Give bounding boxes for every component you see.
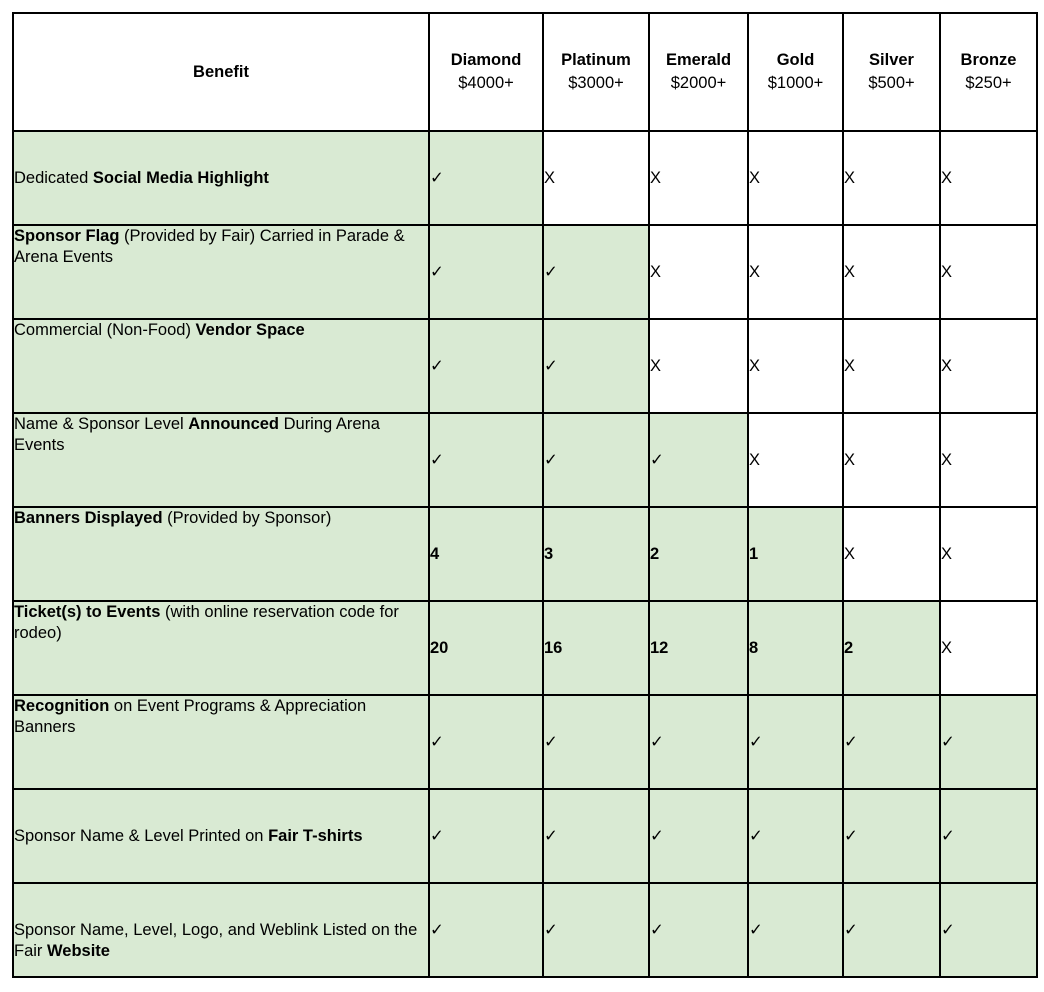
header-benefit-label: Benefit <box>193 62 249 81</box>
benefit-text: Banners Displayed <box>14 509 163 527</box>
checkmark-icon: ✓ <box>544 450 558 469</box>
checkmark-icon: ✓ <box>430 920 444 939</box>
benefit-row <box>13 883 1037 977</box>
level-value-cell <box>429 131 543 225</box>
level-value-cell <box>649 413 748 507</box>
level-value-cell <box>429 789 543 883</box>
level-amount: $1000+ <box>767 74 824 92</box>
benefit-quantity: 3 <box>544 544 554 563</box>
benefit-text: Sponsor Name & Level Printed on <box>14 826 269 845</box>
benefit-text: Vendor Space <box>195 321 305 339</box>
benefit-row <box>13 413 1037 507</box>
level-value-cell <box>940 507 1037 601</box>
benefit-text: Recognition <box>14 697 110 715</box>
checkmark-icon: ✓ <box>430 732 444 751</box>
checkmark-icon: ✓ <box>941 732 955 751</box>
checkmark-icon: ✓ <box>650 920 664 939</box>
level-name: Silver <box>869 51 914 69</box>
cross-mark: X <box>650 168 662 187</box>
benefit-row <box>13 789 1037 883</box>
level-value-cell <box>649 131 748 225</box>
level-value-cell <box>748 319 843 413</box>
benefit-cell <box>13 789 429 883</box>
checkmark-icon: ✓ <box>544 356 558 375</box>
level-value-cell <box>429 507 543 601</box>
level-value-cell <box>940 883 1037 977</box>
level-value-cell <box>748 695 843 789</box>
checkmark-icon: ✓ <box>650 732 664 751</box>
level-name: Bronze <box>960 51 1017 69</box>
benefit-cell <box>13 507 429 601</box>
level-value-cell <box>940 413 1037 507</box>
benefit-row <box>13 131 1037 225</box>
cross-mark: X <box>941 544 953 563</box>
benefit-rows <box>13 131 1037 977</box>
cross-mark: X <box>941 356 953 375</box>
level-name: Platinum <box>561 51 631 69</box>
level-value-cell <box>940 695 1037 789</box>
checkmark-icon: ✓ <box>544 732 558 751</box>
benefit-row <box>13 319 1037 413</box>
level-value-cell <box>843 789 940 883</box>
benefit-row <box>13 225 1037 319</box>
level-value-cell <box>748 131 843 225</box>
cross-mark: X <box>749 262 761 281</box>
level-value-cell <box>649 507 748 601</box>
checkmark-icon: ✓ <box>430 356 444 375</box>
checkmark-icon: ✓ <box>650 450 664 469</box>
benefit-cell <box>13 695 429 789</box>
level-value-cell <box>649 319 748 413</box>
level-value-cell <box>748 507 843 601</box>
checkmark-icon: ✓ <box>544 826 558 845</box>
level-value-cell <box>843 131 940 225</box>
level-value-cell <box>940 319 1037 413</box>
level-value-cell <box>748 883 843 977</box>
benefit-quantity: 2 <box>650 544 660 563</box>
checkmark-icon: ✓ <box>941 826 955 845</box>
benefit-text: on Event Programs & Appreciation Banners <box>14 697 367 736</box>
level-value-cell <box>543 225 649 319</box>
cross-mark: X <box>544 168 556 187</box>
header-level-platinum <box>543 13 649 131</box>
benefit-row <box>13 507 1037 601</box>
level-amount: $4000+ <box>458 74 514 92</box>
level-value-cell <box>649 789 748 883</box>
level-amount: $500+ <box>868 74 915 92</box>
benefit-quantity: 4 <box>430 544 440 563</box>
level-value-cell <box>429 883 543 977</box>
level-value-cell <box>543 507 649 601</box>
level-value-cell <box>649 695 748 789</box>
cross-mark: X <box>749 450 761 469</box>
benefit-cell <box>13 413 429 507</box>
benefit-quantity: 1 <box>749 544 759 563</box>
benefit-text: Sponsor Flag <box>14 227 120 245</box>
benefit-text: Fair T-shirts <box>268 826 363 845</box>
benefit-quantity: 16 <box>544 638 563 657</box>
benefit-text: (Provided by Fair) Carried in Parade & Arena Events <box>14 227 405 266</box>
level-value-cell <box>429 413 543 507</box>
benefit-quantity: 20 <box>430 638 449 657</box>
level-value-cell <box>748 413 843 507</box>
benefit-cell <box>13 225 429 319</box>
benefit-row <box>13 695 1037 789</box>
checkmark-icon: ✓ <box>544 262 558 281</box>
header-level-silver <box>843 13 940 131</box>
benefit-text: (Provided by Sponsor) <box>162 509 332 527</box>
benefit-row <box>13 601 1037 695</box>
level-value-cell <box>543 601 649 695</box>
level-value-cell <box>429 225 543 319</box>
level-value-cell <box>649 883 748 977</box>
level-value-cell <box>543 319 649 413</box>
checkmark-icon: ✓ <box>430 168 444 187</box>
benefit-text: During Arena Events <box>14 415 380 454</box>
checkmark-icon: ✓ <box>941 920 955 939</box>
checkmark-icon: ✓ <box>749 826 763 845</box>
benefit-text: Commercial (Non-Food) <box>14 321 196 339</box>
benefit-quantity: 12 <box>650 638 669 657</box>
checkmark-icon: ✓ <box>430 262 444 281</box>
cross-mark: X <box>941 168 953 187</box>
checkmark-icon: ✓ <box>844 920 858 939</box>
level-value-cell <box>543 883 649 977</box>
level-value-cell <box>843 883 940 977</box>
level-value-cell <box>748 601 843 695</box>
benefit-cell <box>13 319 429 413</box>
sponsorship-benefits-table <box>12 12 1038 978</box>
level-value-cell <box>649 225 748 319</box>
level-value-cell <box>748 789 843 883</box>
level-name: Diamond <box>450 51 522 69</box>
header-level-diamond <box>429 13 543 131</box>
cross-mark: X <box>844 450 856 469</box>
checkmark-icon: ✓ <box>650 826 664 845</box>
level-value-cell <box>843 225 940 319</box>
benefit-text: Website <box>47 942 110 960</box>
level-value-cell <box>843 319 940 413</box>
level-value-cell <box>429 601 543 695</box>
cross-mark: X <box>941 638 953 657</box>
level-value-cell <box>543 695 649 789</box>
benefit-quantity: 8 <box>749 638 759 657</box>
cross-mark: X <box>749 168 761 187</box>
benefit-text: Name & Sponsor Level <box>14 415 189 433</box>
benefit-cell <box>13 601 429 695</box>
level-amount: $250+ <box>965 74 1012 92</box>
cross-mark: X <box>650 262 662 281</box>
header-benefit <box>13 13 429 131</box>
checkmark-icon: ✓ <box>749 920 763 939</box>
header-level-bronze <box>940 13 1037 131</box>
benefit-text: (with online reservation code for rodeo) <box>14 603 399 642</box>
cross-mark: X <box>844 356 856 375</box>
checkmark-icon: ✓ <box>844 826 858 845</box>
checkmark-icon: ✓ <box>430 826 444 845</box>
level-value-cell <box>543 789 649 883</box>
cross-mark: X <box>941 450 953 469</box>
level-amount: $3000+ <box>568 74 624 92</box>
level-value-cell <box>748 225 843 319</box>
benefit-text: Dedicated <box>14 168 93 187</box>
cross-mark: X <box>844 262 856 281</box>
checkmark-icon: ✓ <box>430 450 444 469</box>
level-value-cell <box>843 601 940 695</box>
level-value-cell <box>940 601 1037 695</box>
level-value-cell <box>429 695 543 789</box>
header-row <box>13 13 1037 131</box>
cross-mark: X <box>941 262 953 281</box>
cross-mark: X <box>844 168 856 187</box>
level-amount: $2000+ <box>670 74 727 92</box>
level-name: Gold <box>776 51 815 69</box>
cross-mark: X <box>749 356 761 375</box>
level-value-cell <box>843 507 940 601</box>
level-value-cell <box>940 131 1037 225</box>
checkmark-icon: ✓ <box>749 732 763 751</box>
benefit-cell <box>13 883 429 977</box>
checkmark-icon: ✓ <box>544 920 558 939</box>
level-value-cell <box>649 601 748 695</box>
header-level-gold <box>748 13 843 131</box>
level-value-cell <box>843 695 940 789</box>
level-value-cell <box>429 319 543 413</box>
level-value-cell <box>940 225 1037 319</box>
header-level-emerald <box>649 13 748 131</box>
benefit-cell <box>13 131 429 225</box>
level-value-cell <box>940 789 1037 883</box>
level-name: Emerald <box>665 51 732 69</box>
benefit-text: Announced <box>188 415 280 433</box>
level-value-cell <box>843 413 940 507</box>
benefit-text: Social Media Highlight <box>92 168 269 187</box>
benefit-text: Sponsor Name, Level, Logo, and Weblink Listed on the Fair <box>14 921 418 960</box>
level-value-cell <box>543 131 649 225</box>
benefit-quantity: 2 <box>844 638 854 657</box>
cross-mark: X <box>844 544 856 563</box>
checkmark-icon: ✓ <box>844 732 858 751</box>
cross-mark: X <box>650 356 662 375</box>
level-value-cell <box>543 413 649 507</box>
benefit-text: Ticket(s) to Events <box>14 603 161 621</box>
